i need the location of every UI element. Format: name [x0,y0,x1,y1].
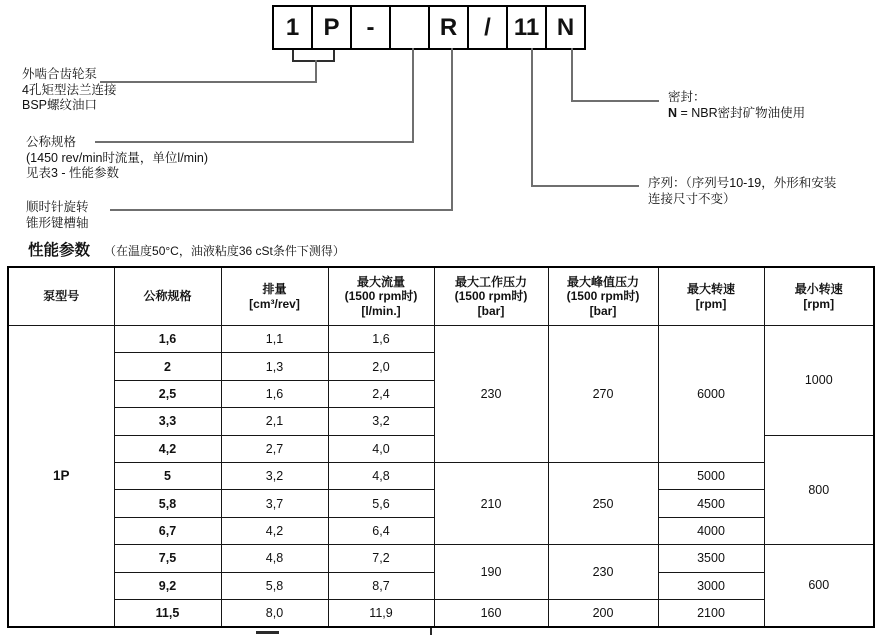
cell-size: 4,2 [114,435,221,462]
table-row [8,326,874,353]
callout-vline-series [531,48,533,187]
cell-flow: 11,9 [328,599,434,626]
header-row [8,267,874,326]
nominal-size-label [26,135,208,182]
series-line-2: 连接尺寸不变） [648,191,736,206]
cell-work-pressure: 160 [434,599,548,626]
cell-displacement: 4,8 [221,545,328,572]
col-header-nominal-size: 公称规格 [114,267,221,326]
cell-flow: 6,4 [328,517,434,544]
cell-size: 2 [114,353,221,380]
pump-type-line-3: BSP螺纹油口 [22,98,98,112]
cell-flow: 4,8 [328,462,434,489]
cell-displacement: 2,7 [221,435,328,462]
cell-peak-pressure: 230 [548,545,658,600]
col-header-max-speed: 最大转速 [rpm] [658,267,764,326]
col-header-pump-model: 泵型号 [8,267,114,326]
cell-displacement: 1,6 [221,380,328,407]
cell-size: 3,3 [114,408,221,435]
seal-title: 密封： [668,90,706,104]
model-code-boxes [272,5,586,50]
callout-line-series [531,185,639,187]
cell-max-speed: 3000 [658,572,764,599]
cell-work-pressure: 230 [434,326,548,463]
callout-vline-nominal [412,48,414,143]
code-box-slash: / [467,5,508,50]
cell-min-speed: 1000 [764,326,874,436]
bracket-vertical [315,60,317,83]
cell-size: 9,2 [114,572,221,599]
cell-flow: 2,0 [328,353,434,380]
col-header-max-flow: 最大流量 (1500 rpm时) [l/min.] [328,267,434,326]
cell-pump-model: 1P [8,326,114,627]
cell-size: 2,5 [114,380,221,407]
table-continuation-mark [430,628,432,635]
cell-max-speed: 6000 [658,326,764,463]
table-row [8,545,874,572]
table-row [8,462,874,489]
cell-max-speed: 5000 [658,462,764,489]
cell-max-speed: 4500 [658,490,764,517]
section-heading [28,238,345,260]
seal-label [668,90,805,121]
col-header-min-speed: 最小转速 [rpm] [764,267,874,326]
cell-min-speed: 800 [764,435,874,545]
seal-desc-line [668,106,805,122]
cell-size: 5,8 [114,490,221,517]
cell-min-speed: 600 [764,545,874,627]
code-box-r: R [428,5,469,50]
table-continuation-mark [256,631,279,634]
cell-displacement: 1,1 [221,326,328,353]
cell-displacement: 8,0 [221,599,328,626]
seal-desc: = NBR密封矿物油使用 [677,105,806,120]
cell-size: 7,5 [114,545,221,572]
cell-displacement: 5,8 [221,572,328,599]
col-header-work-pressure: 最大工作压力 (1500 rpm时) [bar] [434,267,548,326]
cell-max-speed: 2100 [658,599,764,626]
pump-type-line-1: 外啮合齿轮泵 [22,67,98,81]
pump-type-line-2: 4孔矩型法兰连接 [22,82,117,97]
series-label [648,176,836,207]
nominal-size-line-1: 公称规格 [26,135,77,149]
section-subtitle: （在温度50°C，油液粘度36 cSt条件下测得） [104,244,345,258]
cell-flow: 5,6 [328,490,434,517]
rotation-line-2: 锥形键槽轴 [26,215,89,230]
code-box-1: 1 [272,5,313,50]
code-box-p: P [311,5,352,50]
code-box-11: 11 [506,5,547,50]
rotation-label [26,200,89,231]
cell-displacement: 4,2 [221,517,328,544]
bracket-horizontal [292,60,335,62]
cell-peak-pressure: 200 [548,599,658,626]
cell-flow: 1,6 [328,326,434,353]
cell-flow: 3,2 [328,408,434,435]
callout-line-rotation [110,209,453,211]
code-box-n: N [545,5,586,50]
cell-flow: 8,7 [328,572,434,599]
cell-size: 6,7 [114,517,221,544]
rotation-line-1: 顺时针旋转 [26,200,89,214]
cell-displacement: 2,1 [221,408,328,435]
cell-flow: 4,0 [328,435,434,462]
seal-code: N [668,105,678,120]
cell-size: 5 [114,462,221,489]
cell-max-speed: 4000 [658,517,764,544]
cell-max-speed: 3500 [658,545,764,572]
callout-line-seal [571,100,659,102]
code-box-size [389,5,430,50]
cell-work-pressure: 190 [434,545,548,600]
cell-flow: 7,2 [328,545,434,572]
cell-size: 1,6 [114,326,221,353]
nominal-size-line-3: 见表3 - 性能参数 [26,166,120,180]
series-line-1: 序列：（序列号10-19，外形和安装 [648,176,837,190]
cell-peak-pressure: 250 [548,462,658,544]
cell-work-pressure: 210 [434,462,548,544]
table-row [8,599,874,626]
cell-peak-pressure: 270 [548,326,658,463]
col-header-peak-pressure: 最大峰值压力 (1500 rpm时) [bar] [548,267,658,326]
code-box-dash: - [350,5,391,50]
pump-type-label [22,67,116,114]
section-title: 性能参数 [28,242,91,259]
performance-table [7,266,875,628]
cell-flow: 2,4 [328,380,434,407]
callout-vline-seal [571,48,573,102]
cell-size: 11,5 [114,599,221,626]
cell-displacement: 1,3 [221,353,328,380]
nominal-size-line-2: (1450 rev/min时流量，单位l/min) [26,150,208,165]
col-header-displacement: 排量 [cm³/rev] [221,267,328,326]
cell-displacement: 3,2 [221,462,328,489]
cell-displacement: 3,7 [221,490,328,517]
callout-vline-rotation [451,48,453,211]
callout-line-pump-type [100,81,317,83]
